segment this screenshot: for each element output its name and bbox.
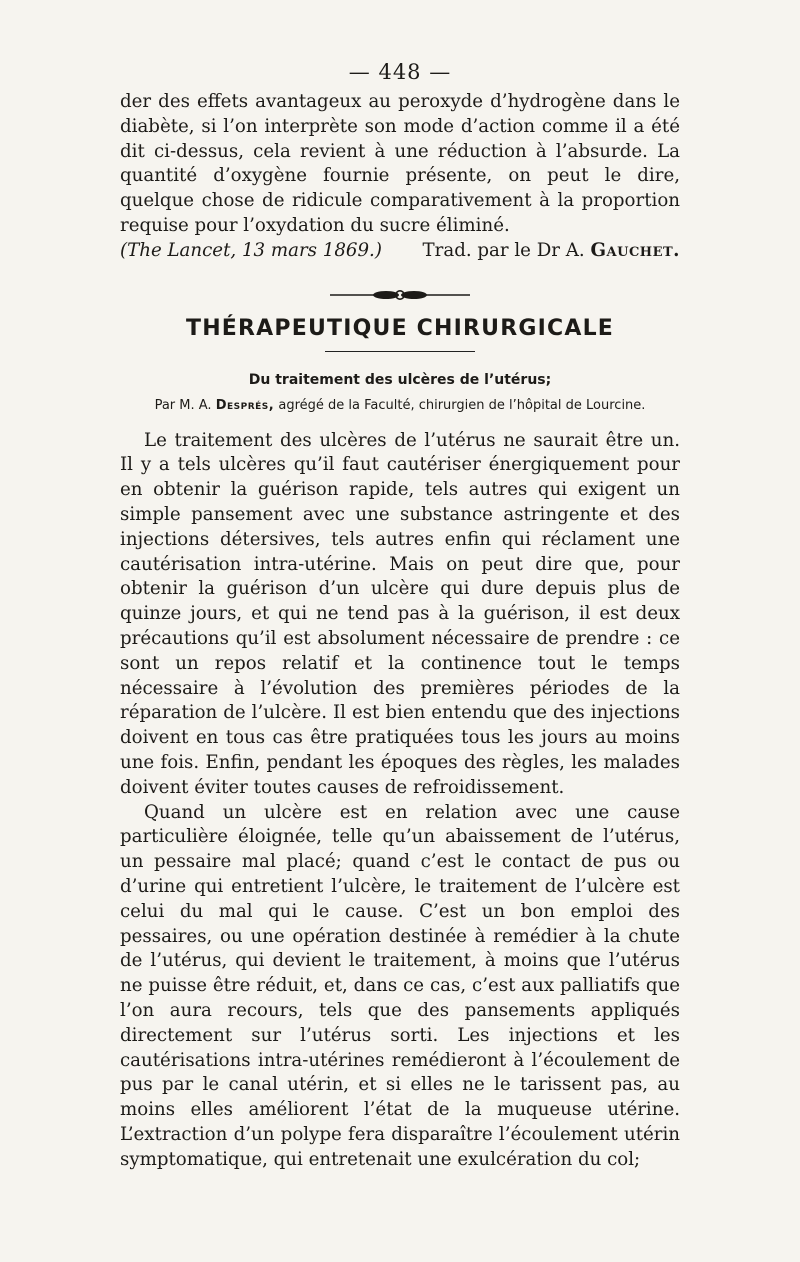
article-author (120, 398, 680, 413)
intro-paragraph: der des effets avantageux au peroxyde d’hydrogène dans le diabète, si l’on interprète son mode d’action comme il a été dit ci-dessus, cela revient à une réduction à l’absurde. La quantité d’oxygène fournie présente, on peut le dire, quelque chose de ridicule comparativement à la proportion requise pour l’oxydation du sucre éliminé. (120, 91, 680, 236)
article-paragraph-2: Quand un ulcère est en relation avec une cause particulière éloignée, telle qu’un abaissement de l’utérus, un pessaire mal placé; quand c’est le contact de pus ou d’urine qui entretient l’ulcère, le traitement de l’ulcère est celui du mal qui le cause. C’est un bon emploi des pessaires, ou une opération destinée à remédier à la chute de l’utérus, qui devient le traitement, à moins que l’utérus ne puisse être réduit, et, dans ce cas, c’est aux palliatifs que l’on aura recours, tels que des pansements appliqués directement sur l’utérus sorti. Les injections et les cautérisations intra-utérines remédieront à l’écoulement de pus par le canal utérin, et si elles ne le tarissent pas, au moins elles améliorent l’état de la muqueuse utérine. L’extraction d’un polype fera disparaître l’écoulement utérin symptomatique, qui entretenait une exulcération du col; (120, 801, 680, 1170)
translator-name: Gauchet. (590, 239, 680, 261)
article-title: Du traitement des ulcères de l’utérus; (248, 371, 552, 388)
ornament-divider (120, 290, 680, 300)
author-name: Després, (215, 397, 275, 413)
author-prefix: Par M. A. (154, 397, 212, 413)
document-page (120, 58, 680, 1172)
translator-prefix: Trad. par le Dr A. (422, 239, 585, 261)
page-number: — 448 — (348, 60, 452, 84)
author-suffix: agrégé de la Faculté, chirurgien de l’hôpital de Lourcine. (278, 397, 646, 413)
section-title: THÉRAPEUTIQUE CHIRURGICALE (185, 315, 615, 341)
title-rule (325, 351, 475, 352)
translator-credit (423, 239, 680, 264)
article-paragraph-1: Le traitement des ulcères de l’utérus ne saurait être un. Il y a tels ulcères qu’il faut cautériser énergiquement pour en obtenir la guérison rapide, tels autres qui exigent un simple pansement avec une substance astringente et des injections détersives, tels autres enfin qui réclament une cautérisation intra-utérine. Mais on peut dire que, pour obtenir la guérison d’un ulcère qui dure depuis plus de quinze jours, et qui ne tend pas à la guérison, il est deux précautions qu’il est absolument nécessaire de prendre : ce sont un repos relatif et la continence tout le temps nécessaire à l’évolution des premières périodes de la réparation de l’ulcère. Il est bien entendu que des injections doivent en tous cas être pratiquées tous les jours au moins une fois. Enfin, pendant les époques des règles, les malades doivent éviter toutes causes de refroidissement. (120, 429, 680, 798)
citation-source: (The Lancet, 13 mars 1869.) (120, 239, 382, 261)
citation-line (120, 239, 680, 264)
